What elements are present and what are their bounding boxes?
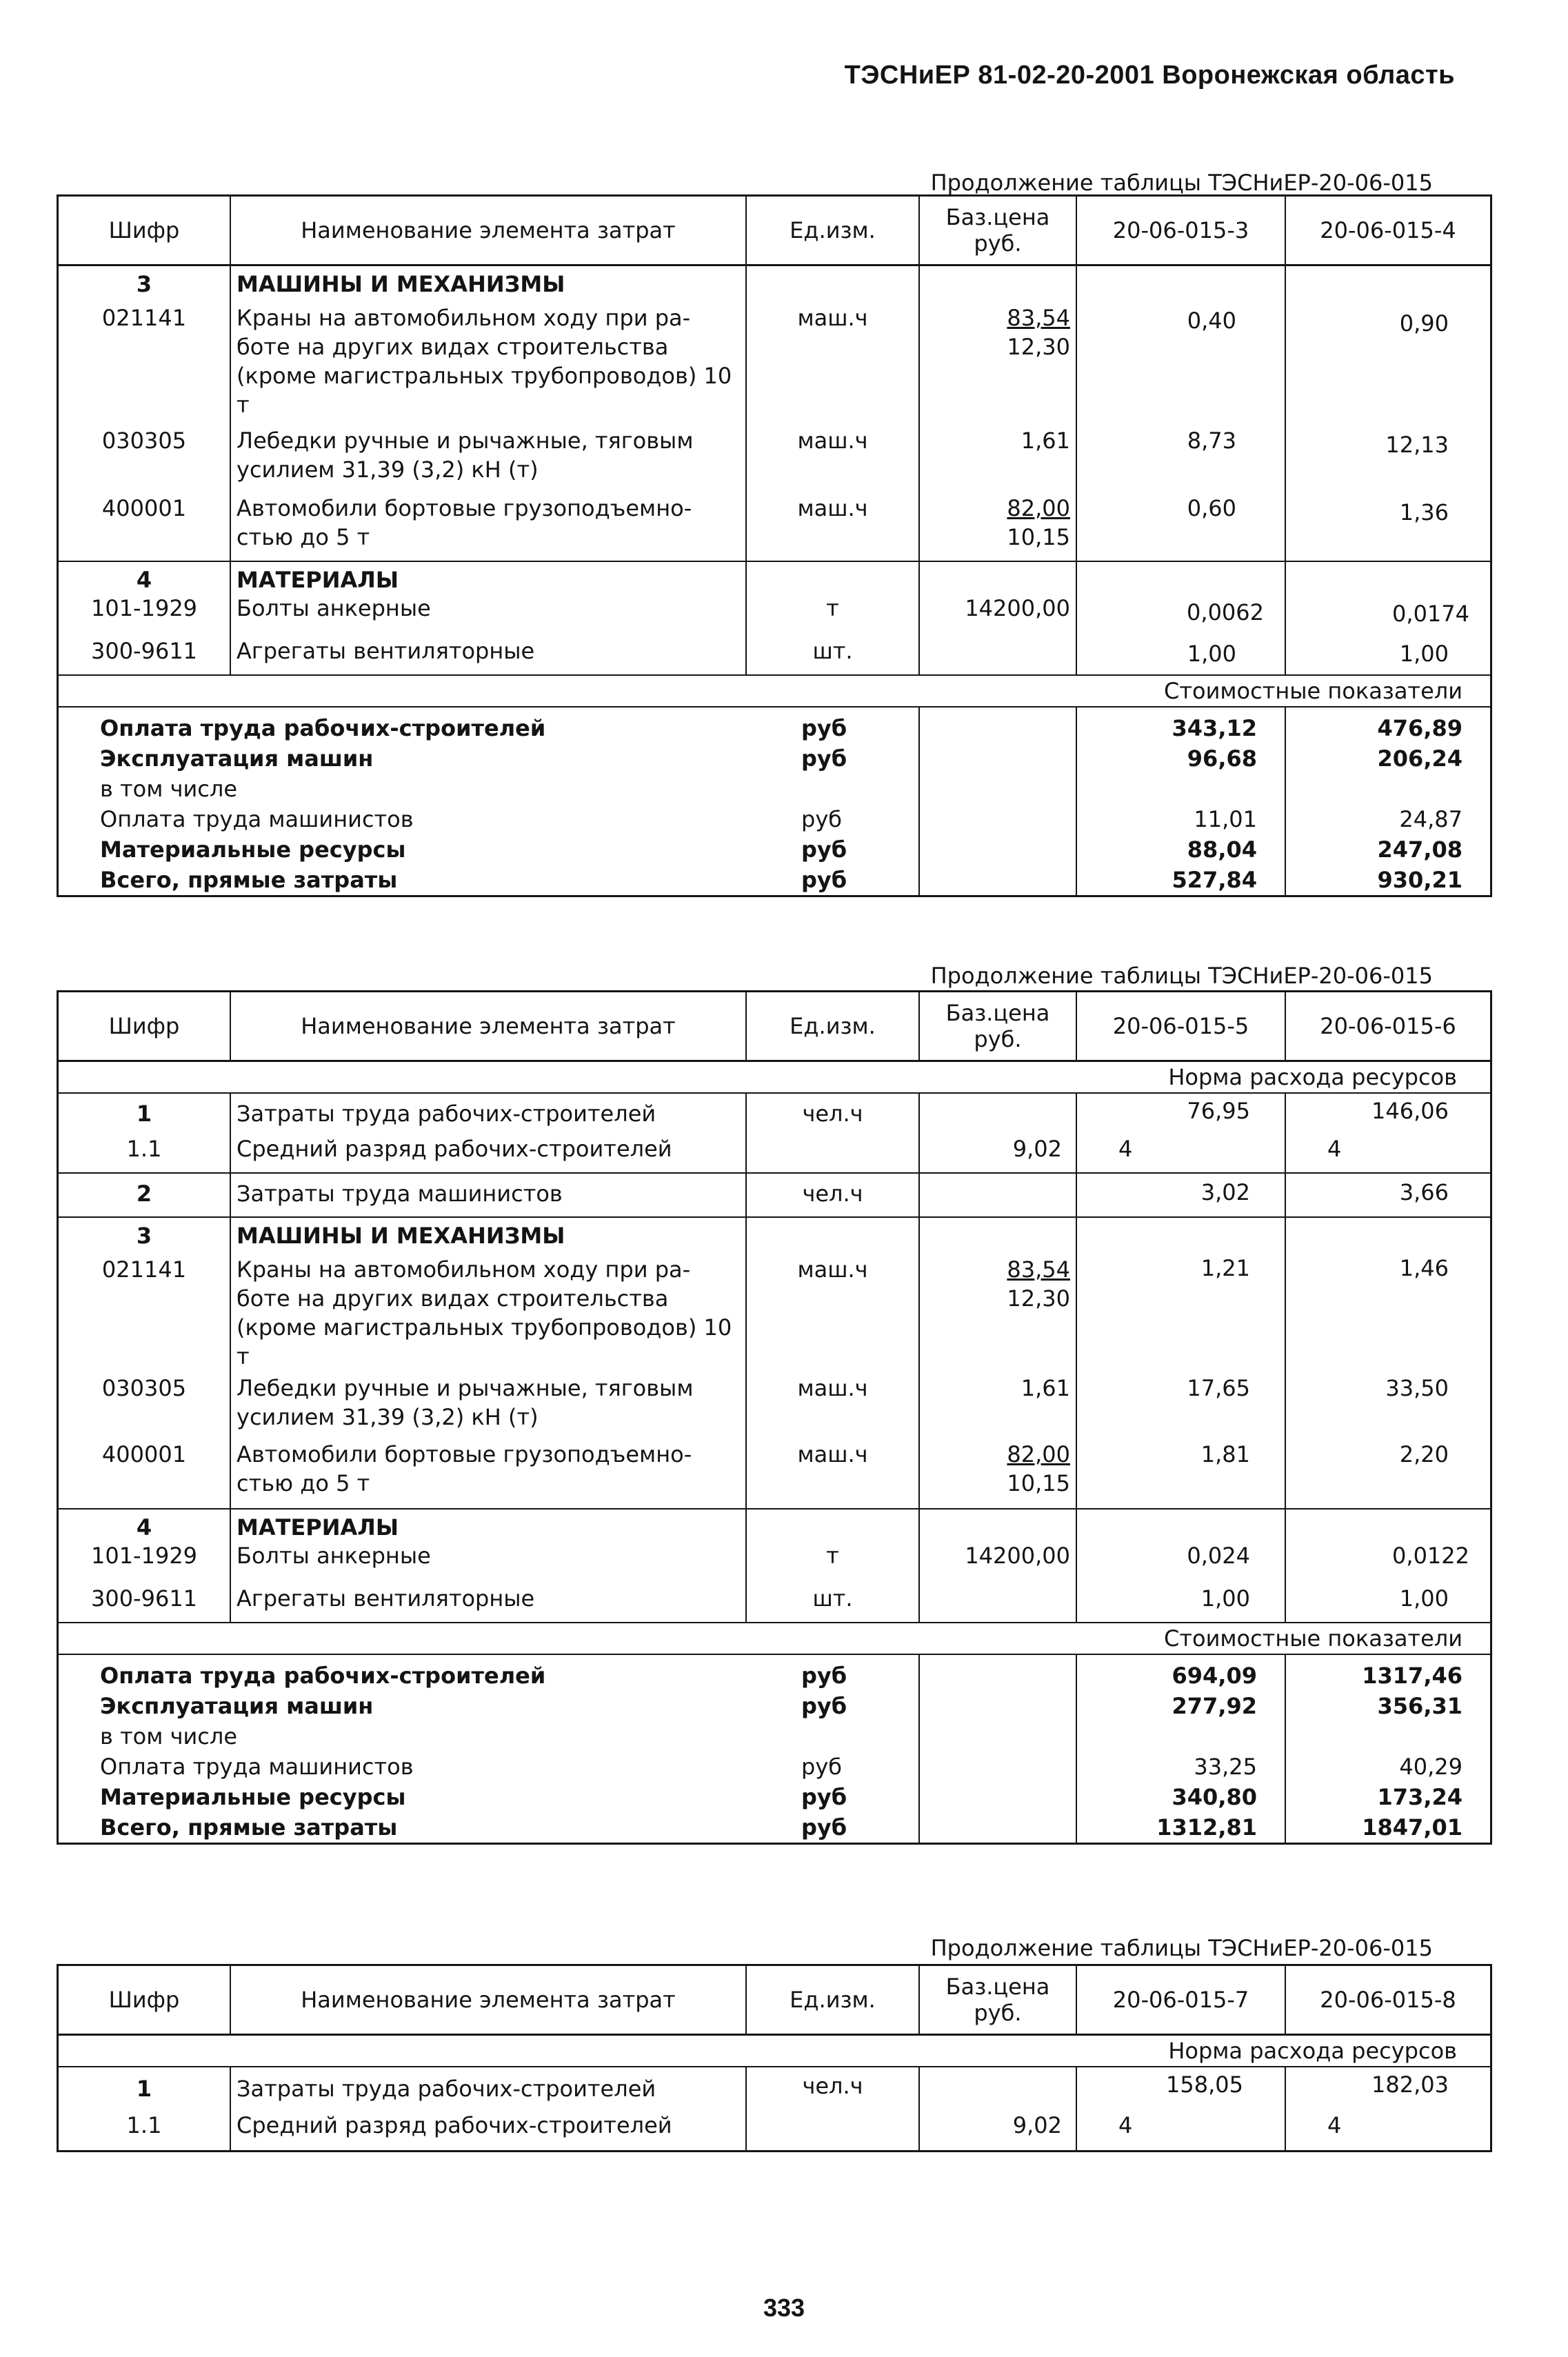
row-value-1: 0,40 xyxy=(1076,298,1285,426)
price-top: 1,61 xyxy=(1021,1375,1070,1401)
estimate-table xyxy=(57,990,1492,1845)
summary-row xyxy=(58,865,1491,896)
row-value-1: 76,95 xyxy=(1076,1093,1285,1134)
table-header-row xyxy=(58,196,1491,265)
section-title: МАШИНЫ И МЕХАНИЗМЫ xyxy=(230,265,746,299)
summary-unit: руб xyxy=(746,1782,919,1812)
summary-value-2 xyxy=(1285,774,1491,804)
summary-label: Оплата труда рабочих-строителей xyxy=(100,715,546,741)
row-value-2: 4 xyxy=(1327,2112,1342,2138)
row-unit: маш.ч xyxy=(746,426,919,494)
document-header: ТЭСНиЕР 81-02-20-2001 Воронежская область xyxy=(844,61,1455,90)
row-name: Средний разряд рабочих-строителей xyxy=(230,1134,746,1173)
row-unit: чел.ч xyxy=(746,2067,919,2111)
summary-value-1: 11,01 xyxy=(1076,804,1285,834)
row-value-1: 0,0062 xyxy=(1076,594,1285,636)
summary-label: Оплата труда рабочих-строителей xyxy=(100,1663,546,1689)
table-row xyxy=(58,494,1491,561)
summary-value-1: 33,25 xyxy=(1076,1752,1285,1782)
summary-value-1: 88,04 xyxy=(1076,834,1285,865)
row-value-2: 146,06 xyxy=(1371,1098,1449,1124)
row-price xyxy=(919,1374,1076,1440)
column-header-unit: Ед.изм. xyxy=(746,1965,919,2035)
price-top: 83,54 xyxy=(1007,305,1070,331)
summary-row xyxy=(58,707,1491,743)
summary-value-2: 1847,01 xyxy=(1362,1814,1463,1841)
row-name: Автомобили бортовые грузоподъемно- стью до 5 т xyxy=(230,494,746,561)
section-title: МАШИНЫ И МЕХАНИЗМЫ xyxy=(230,1217,746,1250)
norm-band-label: Норма расхода ресурсов xyxy=(58,1061,1491,1094)
summary-value-1: 343,12 xyxy=(1076,707,1285,743)
section-code: 4 xyxy=(58,1509,231,1541)
row-price: 14200,00 xyxy=(919,1541,1076,1584)
column-header-variant-1: 20-06-015-7 xyxy=(1076,1965,1285,2035)
column-header-code: Шифр xyxy=(58,992,231,1061)
row-price xyxy=(919,494,1076,561)
row-name: Затраты труда рабочих-строителей xyxy=(230,2067,746,2111)
summary-value-2: 1317,46 xyxy=(1362,1663,1463,1689)
summary-value-2: 930,21 xyxy=(1377,867,1463,893)
table-row xyxy=(58,2111,1491,2151)
row-price: 9,02 xyxy=(919,2111,1076,2151)
table-caption: Продолжение таблицы ТЭСНиЕР-20-06-015 xyxy=(930,963,1433,989)
table-row xyxy=(58,1093,1491,1134)
row-code: 030305 xyxy=(58,1374,231,1440)
section-code: 3 xyxy=(58,265,231,299)
column-header-variant-1: 20-06-015-3 xyxy=(1076,196,1285,265)
cost-band-label: Стоимостные показатели xyxy=(58,1623,1491,1654)
price-bottom: 10,15 xyxy=(1007,524,1070,550)
table-row xyxy=(58,594,1491,636)
band-row xyxy=(58,675,1491,707)
row-unit: чел.ч xyxy=(746,1093,919,1134)
table-row xyxy=(58,2067,1491,2111)
summary-unit: руб xyxy=(746,1812,919,1844)
row-code: 101-1929 xyxy=(58,594,231,636)
table-row xyxy=(58,426,1491,494)
price-top: 1,61 xyxy=(1021,428,1070,454)
section-row xyxy=(58,1509,1491,1541)
price-bottom: 10,15 xyxy=(1007,1470,1070,1496)
price-top: 82,00 xyxy=(1007,1441,1070,1467)
summary-value-1: 1312,81 xyxy=(1076,1812,1285,1844)
row-price xyxy=(919,426,1076,494)
row-unit: маш.ч xyxy=(746,1440,919,1509)
column-header-unit: Ед.изм. xyxy=(746,196,919,265)
summary-value-1: 694,09 xyxy=(1076,1654,1285,1691)
row-value-2: 1,00 xyxy=(1399,1585,1449,1612)
column-header-price: Баз.цена руб. xyxy=(919,992,1076,1061)
column-header-price: Баз.цена руб. xyxy=(919,1965,1076,2035)
summary-unit: руб xyxy=(746,707,919,743)
row-name: Затраты труда машинистов xyxy=(230,1173,746,1217)
summary-label: Оплата труда машинистов xyxy=(100,1754,414,1780)
table-row xyxy=(58,1134,1491,1173)
summary-value-2: 173,24 xyxy=(1377,1784,1463,1810)
row-value-1: 4 xyxy=(1076,2111,1285,2151)
row-price xyxy=(919,1250,1076,1374)
price-bottom: 12,30 xyxy=(1007,1285,1070,1312)
cost-band-label: Стоимостные показатели xyxy=(58,675,1491,707)
section-code: 4 xyxy=(58,561,231,594)
section-code: 3 xyxy=(58,1217,231,1250)
row-price xyxy=(919,1093,1076,1134)
table-row xyxy=(58,1374,1491,1440)
row-name: Лебедки ручные и рычажные, тяговым усилием 31,39 (3,2) кН (т) xyxy=(230,426,746,494)
row-unit: т xyxy=(746,594,919,636)
row-value-2: 182,03 xyxy=(1371,2072,1449,2098)
row-value-1: 8,73 xyxy=(1076,426,1285,494)
column-header-name: Наименование элемента затрат xyxy=(230,1965,746,2035)
summary-label: Оплата труда машинистов xyxy=(100,806,414,832)
row-value-2: 2,20 xyxy=(1399,1441,1449,1467)
summary-label: Эксплуатация машин xyxy=(100,745,374,772)
summary-label: в том числе xyxy=(100,1723,237,1749)
summary-value-1 xyxy=(1076,774,1285,804)
row-name: Агрегаты вентиляторные xyxy=(230,636,746,675)
row-code: 1 xyxy=(58,2067,231,2111)
section-title: МАТЕРИАЛЫ xyxy=(230,561,746,594)
column-header-variant-1: 20-06-015-5 xyxy=(1076,992,1285,1061)
summary-value-1 xyxy=(1076,1721,1285,1752)
row-value-2: 0,0174 xyxy=(1392,601,1469,627)
summary-value-1: 96,68 xyxy=(1076,743,1285,774)
row-value-2: 1,00 xyxy=(1399,641,1449,667)
row-value-2: 0,0122 xyxy=(1392,1543,1469,1569)
row-price xyxy=(919,636,1076,675)
row-unit: т xyxy=(746,1541,919,1584)
column-header-variant-2: 20-06-015-6 xyxy=(1285,992,1491,1061)
column-header-code: Шифр xyxy=(58,1965,231,2035)
row-code: 400001 xyxy=(58,494,231,561)
summary-value-1: 527,84 xyxy=(1076,865,1285,896)
row-price xyxy=(919,298,1076,426)
table-row xyxy=(58,1173,1491,1217)
row-code: 1.1 xyxy=(58,2111,231,2151)
section-row xyxy=(58,265,1491,299)
summary-label: в том числе xyxy=(100,776,237,802)
summary-value-2 xyxy=(1285,1721,1491,1752)
section-row xyxy=(58,1217,1491,1250)
summary-value-2: 356,31 xyxy=(1377,1693,1463,1719)
row-name: Затраты труда рабочих-строителей xyxy=(230,1093,746,1134)
row-value-2: 33,50 xyxy=(1385,1375,1449,1401)
row-unit: маш.ч xyxy=(746,1250,919,1374)
row-value-2: 4 xyxy=(1327,1136,1342,1162)
summary-label: Материальные ресурсы xyxy=(100,1784,406,1810)
summary-unit xyxy=(746,1721,919,1752)
column-header-variant-2: 20-06-015-4 xyxy=(1285,196,1491,265)
summary-row xyxy=(58,1721,1491,1752)
summary-label: Эксплуатация машин xyxy=(100,1693,374,1719)
summary-row xyxy=(58,1654,1491,1691)
row-value-1: 1,00 xyxy=(1076,636,1285,675)
summary-row xyxy=(58,1752,1491,1782)
row-name: Средний разряд рабочих-строителей xyxy=(230,2111,746,2151)
table-caption: Продолжение таблицы ТЭСНиЕР-20-06-015 xyxy=(930,170,1433,196)
summary-unit: руб xyxy=(746,1691,919,1721)
summary-label: Всего, прямые затраты xyxy=(100,867,398,893)
summary-value-2: 247,08 xyxy=(1377,836,1463,863)
row-value-1: 0,60 xyxy=(1076,494,1285,561)
table-header-row xyxy=(58,1965,1491,2035)
row-code: 101-1929 xyxy=(58,1541,231,1584)
summary-value-2: 40,29 xyxy=(1399,1754,1463,1780)
summary-unit xyxy=(746,774,919,804)
row-name: Болты анкерные xyxy=(230,1541,746,1584)
band-row xyxy=(58,1623,1491,1654)
table-caption: Продолжение таблицы ТЭСНиЕР-20-06-015 xyxy=(930,1935,1433,1961)
table-header-row xyxy=(58,992,1491,1061)
row-value-1: 0,024 xyxy=(1076,1541,1285,1584)
summary-label: Всего, прямые затраты xyxy=(100,1814,398,1841)
band-row xyxy=(58,1061,1491,1094)
table-row xyxy=(58,298,1491,426)
row-value-1: 158,05 xyxy=(1076,2067,1285,2111)
summary-value-1: 277,92 xyxy=(1076,1691,1285,1721)
column-header-name: Наименование элемента затрат xyxy=(230,196,746,265)
row-name: Болты анкерные xyxy=(230,594,746,636)
row-value-1: 4 xyxy=(1076,1134,1285,1173)
column-header-name: Наименование элемента затрат xyxy=(230,992,746,1061)
row-value-2: 0,90 xyxy=(1399,310,1449,337)
row-value-1: 1,00 xyxy=(1076,1584,1285,1623)
row-value-1: 3,02 xyxy=(1076,1173,1285,1217)
summary-value-2: 206,24 xyxy=(1377,745,1463,772)
row-value-2: 12,13 xyxy=(1385,432,1449,458)
row-code: 400001 xyxy=(58,1440,231,1509)
row-value-2: 3,66 xyxy=(1285,1173,1491,1217)
summary-unit: руб xyxy=(746,1752,919,1782)
summary-value-2: 476,89 xyxy=(1377,715,1463,741)
row-code: 2 xyxy=(58,1173,231,1217)
table-row xyxy=(58,1440,1491,1509)
row-price xyxy=(919,1584,1076,1623)
row-price: 9,02 xyxy=(919,1134,1076,1173)
row-price xyxy=(919,2067,1076,2111)
summary-row xyxy=(58,1782,1491,1812)
summary-value-2: 24,87 xyxy=(1399,806,1463,832)
row-unit: чел.ч xyxy=(746,1173,919,1217)
column-header-price: Баз.цена руб. xyxy=(919,196,1076,265)
row-name: Агрегаты вентиляторные xyxy=(230,1584,746,1623)
row-price: 14200,00 xyxy=(919,594,1076,636)
table-row xyxy=(58,1250,1491,1374)
summary-row xyxy=(58,1812,1491,1844)
summary-row xyxy=(58,743,1491,774)
price-bottom: 12,30 xyxy=(1007,334,1070,360)
row-name: Лебедки ручные и рычажные, тяговым усилием 31,39 (3,2) кН (т) xyxy=(230,1374,746,1440)
summary-row xyxy=(58,804,1491,834)
row-price xyxy=(919,1173,1076,1217)
row-value-1: 1,21 xyxy=(1076,1250,1285,1374)
summary-unit: руб xyxy=(746,865,919,896)
estimate-table xyxy=(57,1964,1492,2152)
row-unit xyxy=(746,1134,919,1173)
table-row xyxy=(58,1584,1491,1623)
page-number: 333 xyxy=(763,2294,805,2322)
estimate-table xyxy=(57,194,1492,897)
summary-unit: руб xyxy=(746,743,919,774)
column-header-variant-2: 20-06-015-8 xyxy=(1285,1965,1491,2035)
table-row xyxy=(58,636,1491,675)
row-unit xyxy=(746,2111,919,2151)
column-header-code: Шифр xyxy=(58,196,231,265)
row-price xyxy=(919,1440,1076,1509)
row-name: Краны на автомобильном ходу при ра- боте на других видах строительства (кроме магистральных трубопроводов) 10 т xyxy=(230,1250,746,1374)
row-code: 021141 xyxy=(58,1250,231,1374)
summary-unit: руб xyxy=(746,804,919,834)
row-value-2: 1,46 xyxy=(1399,1255,1449,1281)
row-code: 030305 xyxy=(58,426,231,494)
row-value-1: 1,81 xyxy=(1076,1440,1285,1509)
table-row xyxy=(58,1541,1491,1584)
summary-label: Материальные ресурсы xyxy=(100,836,406,863)
norm-band-label: Норма расхода ресурсов xyxy=(58,2035,1491,2067)
row-code: 300-9611 xyxy=(58,636,231,675)
row-code: 021141 xyxy=(58,298,231,426)
summary-row xyxy=(58,834,1491,865)
row-name: Краны на автомобильном ходу при ра- боте на других видах строительства (кроме магистральных трубопроводов) 10 т xyxy=(230,298,746,426)
price-top: 82,00 xyxy=(1007,495,1070,521)
row-code: 1 xyxy=(58,1093,231,1134)
row-unit: маш.ч xyxy=(746,298,919,426)
row-value-1: 17,65 xyxy=(1076,1374,1285,1440)
summary-unit: руб xyxy=(746,834,919,865)
row-value-2: 1,36 xyxy=(1399,499,1449,525)
summary-unit: руб xyxy=(746,1654,919,1691)
section-title: МАТЕРИАЛЫ xyxy=(230,1509,746,1541)
row-unit: маш.ч xyxy=(746,494,919,561)
price-top: 83,54 xyxy=(1007,1256,1070,1283)
column-header-unit: Ед.изм. xyxy=(746,992,919,1061)
row-unit: маш.ч xyxy=(746,1374,919,1440)
row-unit: шт. xyxy=(746,1584,919,1623)
row-code: 300-9611 xyxy=(58,1584,231,1623)
row-name: Автомобили бортовые грузоподъемно- стью до 5 т xyxy=(230,1440,746,1509)
summary-row xyxy=(58,774,1491,804)
summary-value-1: 340,80 xyxy=(1076,1782,1285,1812)
summary-row xyxy=(58,1691,1491,1721)
band-row xyxy=(58,2035,1491,2067)
row-code: 1.1 xyxy=(58,1134,231,1173)
section-row xyxy=(58,561,1491,594)
row-unit: шт. xyxy=(746,636,919,675)
